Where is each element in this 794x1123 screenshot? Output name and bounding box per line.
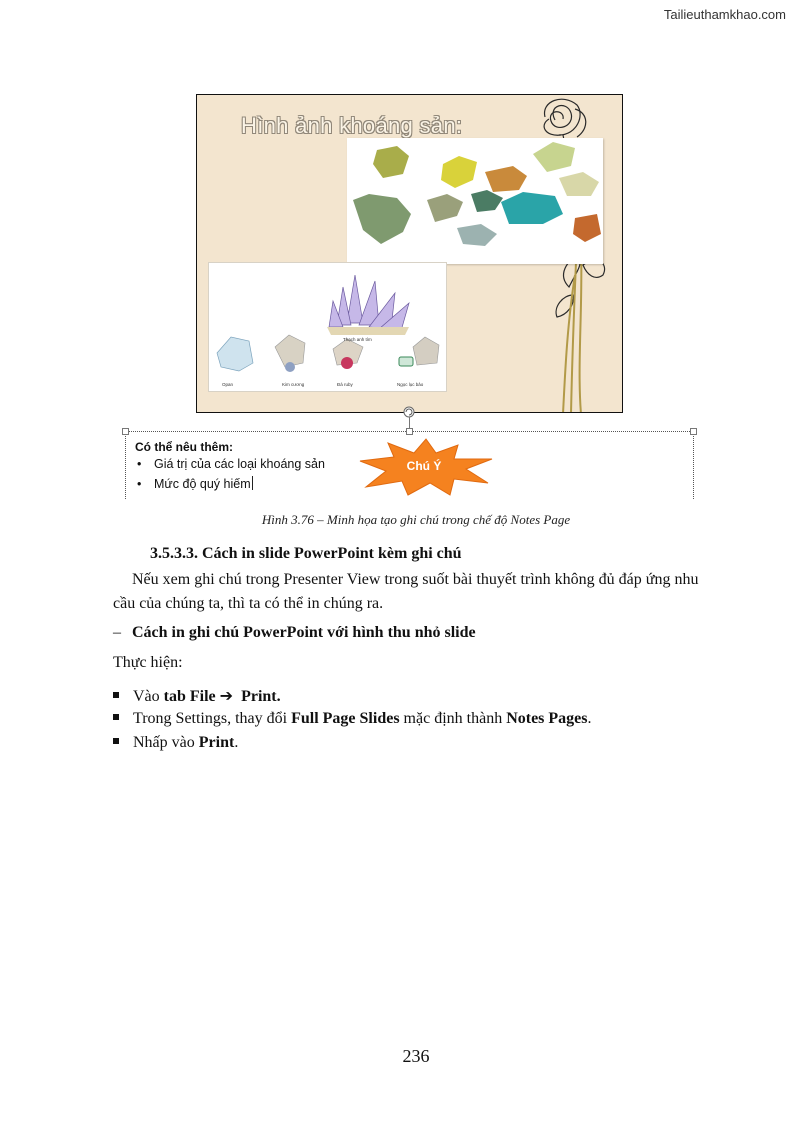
section-heading: 3.5.3.3. Cách in slide PowerPoint kèm ghi chú — [150, 545, 462, 562]
gems-illustration — [209, 263, 446, 391]
text-cursor — [252, 476, 253, 490]
step-bold: Notes Pages — [506, 710, 588, 727]
resize-handle-top-right[interactable] — [690, 428, 697, 435]
resize-handle-top-center[interactable] — [406, 428, 413, 435]
notes-bullet-text: Mức độ quý hiếm — [154, 477, 251, 491]
step-2 — [113, 710, 592, 728]
bullet-square-icon — [113, 692, 119, 698]
figure-caption: Hình 3.76 – Minh họa tạo ghi chú trong chế độ Notes Page — [261, 512, 571, 527]
step-1 — [113, 686, 281, 706]
step-text: . — [587, 710, 592, 727]
notes-heading: Có thể nêu thêm: — [135, 440, 233, 454]
step-text: . — [234, 734, 239, 751]
step-text: mặc định thành — [399, 710, 507, 727]
page-number: 236 — [402, 1046, 430, 1066]
step-space — [233, 688, 241, 705]
gem-label-ruby: Đá ruby — [337, 382, 353, 387]
gem-label-opal: Opan — [222, 382, 234, 387]
gem-label-diamond: Kim cương — [282, 382, 305, 387]
callout-label: Chú Ý — [406, 459, 442, 473]
gem-label-emerald: Ngọc lục bảo — [397, 382, 424, 387]
step-text: Trong Settings, thay đổi — [133, 710, 292, 727]
step-bold: tab File — [163, 688, 216, 705]
watermark: Tailieuthamkhao.com — [663, 7, 786, 22]
step-text: Vào — [133, 688, 164, 705]
subheading-text: Cách in ghi chú PowerPoint với hình thu nhỏ slide — [132, 624, 476, 641]
intro-text: Thực hiện: — [113, 654, 183, 671]
subheading-dash: – — [113, 624, 121, 641]
bullet-square-icon — [113, 714, 119, 720]
notes-bullet-2: • Mức độ quý hiếm — [137, 477, 251, 491]
step-text: Nhấp vào — [133, 734, 199, 751]
notes-bullet-1: • Giá trị của các loại khoáng sản — [137, 457, 325, 471]
section-paragraph: Nếu xem ghi chú trong Presenter View trong suốt bài thuyết trình không đủ đáp ứng nhu cầu của chúng ta, thì ta có thể in chúng ra. — [113, 571, 699, 612]
gems-photo — [208, 262, 447, 392]
notes-bullet-text: Giá trị của các loại khoáng sản — [154, 457, 325, 471]
slide-thumbnail — [196, 94, 623, 413]
bullet-square-icon — [113, 738, 119, 744]
minerals-photo — [347, 138, 603, 264]
gem-label-top: Thạch anh tím — [343, 337, 372, 342]
step-3 — [113, 734, 238, 752]
step-bold: Full Page Slides — [291, 710, 400, 727]
subheading — [113, 624, 476, 642]
arrow-right-icon: ➔ — [219, 686, 234, 705]
step-bold: Print — [198, 734, 235, 751]
resize-handle-top-left[interactable] — [122, 428, 129, 435]
slide-title: Hình ảnh khoáng sản: — [241, 113, 463, 138]
step-bold: Print. — [241, 688, 281, 705]
